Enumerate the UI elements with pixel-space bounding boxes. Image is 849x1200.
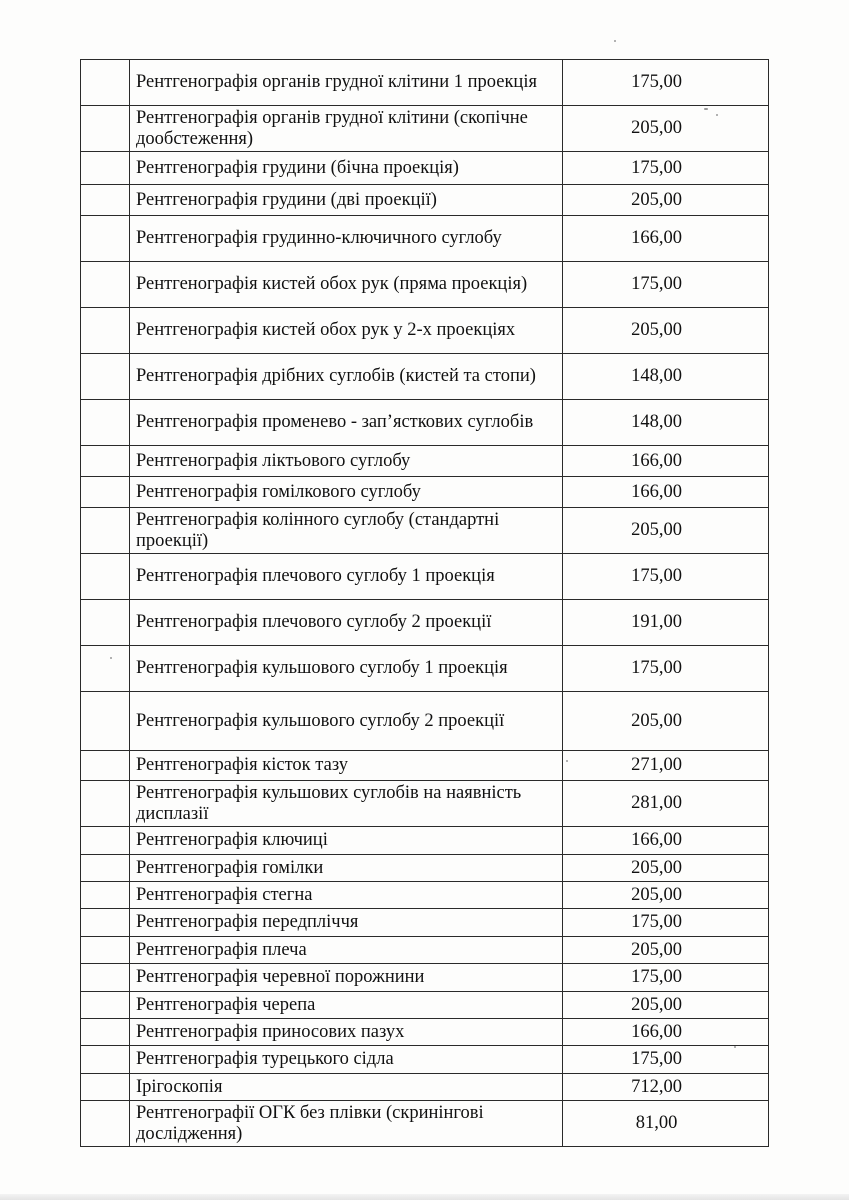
price-value: 166,00 xyxy=(631,1021,682,1042)
service-name-cell: Рентгенографія кульшового суглобу 1 проекція xyxy=(130,646,563,692)
service-name-cell: Рентгенографія дрібних суглобів (кистей та стопи) xyxy=(130,354,563,400)
row-number-cell xyxy=(81,152,130,185)
table-row xyxy=(81,446,769,477)
service-name-cell: Рентгенографія ліктьового суглобу xyxy=(130,446,563,477)
price-value: 166,00 xyxy=(631,830,682,850)
price-cell xyxy=(563,152,769,185)
price-cell xyxy=(563,554,769,600)
price-cell xyxy=(563,600,769,646)
service-name-cell: Рентгенографія грудини (дві проекції) xyxy=(130,185,563,216)
table-row xyxy=(81,400,769,446)
service-name-cell: Рентгенографія плечового суглобу 2 проекції xyxy=(130,600,563,646)
price-cell xyxy=(563,60,769,106)
table-row xyxy=(81,781,769,827)
price-cell xyxy=(563,751,769,781)
price-list-table xyxy=(80,59,769,1147)
row-number-cell xyxy=(81,1046,130,1074)
price-value: 205,00 xyxy=(631,189,682,210)
price-cell xyxy=(563,262,769,308)
row-number-cell xyxy=(81,992,130,1019)
service-name-cell: Рентгенографія кульшових суглобів на наявність дисплазії xyxy=(130,781,563,827)
service-name-cell: Рентгенографія кульшового суглобу 2 проекції xyxy=(130,692,563,751)
price-value: 166,00 xyxy=(631,228,682,248)
service-name-cell: Ірігоскопія xyxy=(130,1074,563,1101)
table-row xyxy=(81,354,769,400)
table-row xyxy=(81,477,769,508)
service-name-cell: Рентгенографія стегна xyxy=(130,882,563,909)
service-name-cell: Рентгенографія грудини (бічна проекція) xyxy=(130,152,563,185)
scan-speck xyxy=(704,108,708,110)
price-value: 175,00 xyxy=(631,658,682,678)
price-cell xyxy=(563,1101,769,1147)
table-row xyxy=(81,508,769,554)
row-number-cell xyxy=(81,106,130,152)
price-value: 175,00 xyxy=(631,72,682,92)
price-value: 175,00 xyxy=(631,1049,682,1069)
service-name-cell: Рентгенографія променево - зап’ясткових суглобів xyxy=(130,400,563,446)
table-row xyxy=(81,855,769,882)
service-name-cell: Рентгенографія гомілкового суглобу xyxy=(130,477,563,508)
table-row xyxy=(81,992,769,1019)
row-number-cell xyxy=(81,308,130,354)
row-number-cell xyxy=(81,600,130,646)
row-number-cell xyxy=(81,909,130,937)
row-number-cell xyxy=(81,827,130,855)
table-row xyxy=(81,185,769,216)
price-value: 205,00 xyxy=(631,884,682,905)
price-cell xyxy=(563,446,769,477)
price-value: 205,00 xyxy=(631,118,682,138)
service-name-cell: Рентгенографія грудинно-ключичного суглобу xyxy=(130,216,563,262)
table-row xyxy=(81,937,769,964)
row-number-cell xyxy=(81,882,130,909)
table-row xyxy=(81,262,769,308)
scan-bottom-edge xyxy=(0,1194,849,1200)
price-value: 205,00 xyxy=(631,857,682,878)
table-row xyxy=(81,308,769,354)
price-value: 175,00 xyxy=(631,157,682,178)
price-cell xyxy=(563,964,769,992)
price-cell xyxy=(563,308,769,354)
row-number-cell xyxy=(81,185,130,216)
service-name-cell: Рентгенографії ОГК без плівки (скринінгові дослідження) xyxy=(130,1101,563,1147)
price-value: 281,00 xyxy=(631,793,682,813)
price-cell xyxy=(563,992,769,1019)
row-number-cell xyxy=(81,964,130,992)
row-number-cell xyxy=(81,262,130,308)
service-name-cell: Рентгенографія гомілки xyxy=(130,855,563,882)
row-number-cell xyxy=(81,1019,130,1046)
price-value: 271,00 xyxy=(631,755,682,775)
price-value: 205,00 xyxy=(631,939,682,960)
price-cell xyxy=(563,909,769,937)
table-row xyxy=(81,1074,769,1101)
price-value: 175,00 xyxy=(631,967,682,987)
row-number-cell xyxy=(81,400,130,446)
table-row xyxy=(81,646,769,692)
service-name-cell: Рентгенографія колінного суглобу (стандартні проекції) xyxy=(130,508,563,554)
row-number-cell xyxy=(81,216,130,262)
price-value: 81,00 xyxy=(635,1113,678,1133)
table-row xyxy=(81,964,769,992)
price-value: 175,00 xyxy=(631,912,682,932)
scan-speck xyxy=(734,1046,736,1048)
row-number-cell xyxy=(81,751,130,781)
scan-speck xyxy=(110,657,112,659)
row-number-cell xyxy=(81,1074,130,1101)
price-value: 175,00 xyxy=(631,566,682,586)
price-cell xyxy=(563,1046,769,1074)
service-name-cell: Рентгенографія органів грудної клітини 1 проекція xyxy=(130,60,563,106)
row-number-cell xyxy=(81,937,130,964)
row-number-cell xyxy=(81,477,130,508)
row-number-cell xyxy=(81,692,130,751)
table-row xyxy=(81,909,769,937)
price-cell xyxy=(563,781,769,827)
price-cell xyxy=(563,827,769,855)
price-value: 191,00 xyxy=(631,612,682,632)
price-cell xyxy=(563,400,769,446)
price-value: 205,00 xyxy=(631,710,682,731)
service-name-cell: Рентгенографія органів грудної клітини (скопічне дообстеження) xyxy=(130,106,563,152)
row-number-cell xyxy=(81,1101,130,1147)
service-name-cell: Рентгенографія приносових пазух xyxy=(130,1019,563,1046)
table-row xyxy=(81,106,769,152)
price-cell xyxy=(563,937,769,964)
service-name-cell: Рентгенографія ключиці xyxy=(130,827,563,855)
service-name-cell: Рентгенографія кистей обох рук у 2-х проекціях xyxy=(130,308,563,354)
table-row xyxy=(81,827,769,855)
price-cell xyxy=(563,106,769,152)
scan-speck xyxy=(614,40,616,42)
table-row xyxy=(81,600,769,646)
row-number-cell xyxy=(81,646,130,692)
price-cell xyxy=(563,354,769,400)
price-cell xyxy=(563,882,769,909)
price-value: 205,00 xyxy=(631,320,682,340)
table-row xyxy=(81,1019,769,1046)
row-number-cell xyxy=(81,508,130,554)
service-name-cell: Рентгенографія кісток тазу xyxy=(130,751,563,781)
row-number-cell xyxy=(81,554,130,600)
price-cell xyxy=(563,477,769,508)
service-name-cell: Рентгенографія черепа xyxy=(130,992,563,1019)
table-row xyxy=(81,216,769,262)
price-value: 166,00 xyxy=(631,450,682,471)
row-number-cell xyxy=(81,354,130,400)
table-row xyxy=(81,751,769,781)
table-row xyxy=(81,882,769,909)
table-row xyxy=(81,60,769,106)
table-row xyxy=(81,152,769,185)
price-value: 175,00 xyxy=(631,274,682,294)
price-cell xyxy=(563,1074,769,1101)
price-cell xyxy=(563,185,769,216)
price-cell xyxy=(563,692,769,751)
price-value: 148,00 xyxy=(631,412,682,432)
price-cell xyxy=(563,855,769,882)
service-name-cell: Рентгенографія черевної порожнини xyxy=(130,964,563,992)
price-cell xyxy=(563,646,769,692)
service-name-cell: Рентгенографія кистей обох рук (пряма проекція) xyxy=(130,262,563,308)
service-name-cell: Рентгенографія передпліччя xyxy=(130,909,563,937)
service-name-cell: Рентгенографія плеча xyxy=(130,937,563,964)
price-value: 205,00 xyxy=(631,994,682,1015)
row-number-cell xyxy=(81,781,130,827)
price-cell xyxy=(563,1019,769,1046)
table-row xyxy=(81,692,769,751)
row-number-cell xyxy=(81,446,130,477)
scan-speck xyxy=(716,114,718,116)
row-number-cell xyxy=(81,855,130,882)
scan-speck xyxy=(566,760,568,762)
price-value: 166,00 xyxy=(631,481,682,502)
service-name-cell: Рентгенографія плечового суглобу 1 проекція xyxy=(130,554,563,600)
price-value: 148,00 xyxy=(631,366,682,386)
table-row xyxy=(81,1101,769,1147)
table-row xyxy=(81,1046,769,1074)
table-row xyxy=(81,554,769,600)
price-value: 205,00 xyxy=(631,520,682,540)
price-list-body xyxy=(81,60,769,1147)
service-name-cell: Рентгенографія турецького сідла xyxy=(130,1046,563,1074)
price-cell xyxy=(563,216,769,262)
price-value: 712,00 xyxy=(631,1076,682,1097)
row-number-cell xyxy=(81,60,130,106)
price-cell xyxy=(563,508,769,554)
